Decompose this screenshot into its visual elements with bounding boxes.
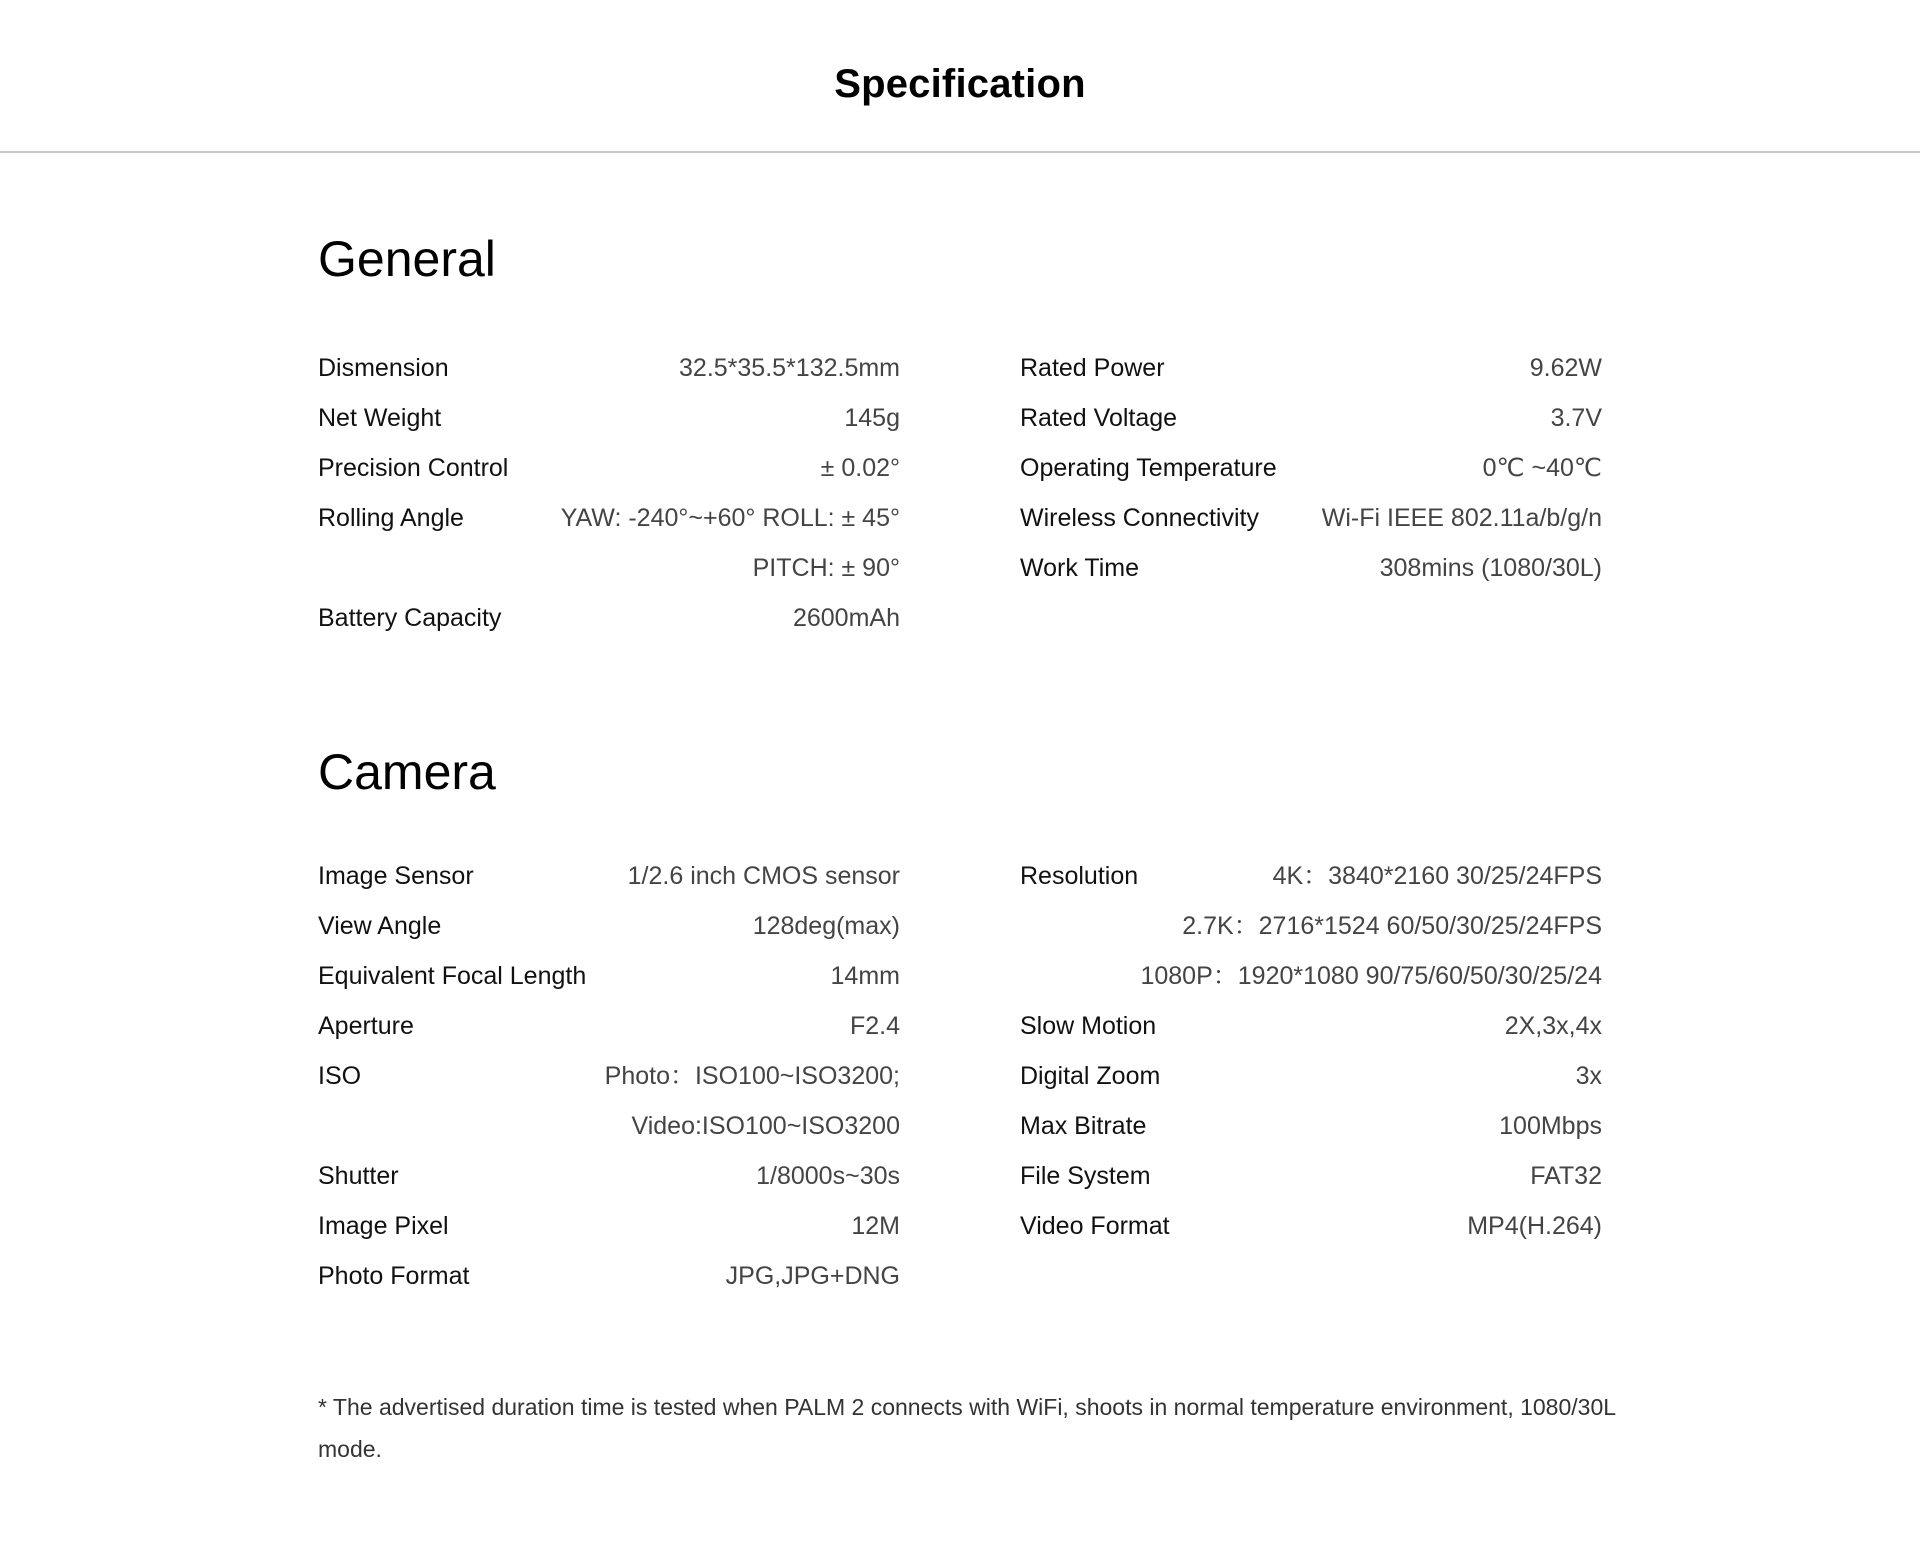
spec-row [318,851,900,901]
spec-value: 12M [851,1212,900,1240]
spec-row [318,1101,900,1151]
spec-row [1020,851,1602,901]
spec-row [318,1051,900,1101]
spec-value: 128deg(max) [752,912,900,940]
spec-row [1020,1151,1602,1201]
general-spec-list-right [1020,343,1602,593]
spec-value: 1/8000s~30s [756,1162,900,1190]
spec-value: YAW: -240°~+60° ROLL: ± 45° [560,504,900,532]
spec-value: 3x [1575,1062,1602,1090]
spec-label: Slow Motion [1020,1012,1157,1040]
spec-value: PITCH: ± 90° [752,554,900,582]
spec-label: Work Time [1020,554,1139,582]
spec-row [1020,1101,1602,1151]
spec-label: View Angle [318,912,442,940]
spec-label: ISO [318,1062,362,1090]
spec-row [318,343,900,393]
spec-value: 32.5*35.5*132.5mm [679,354,900,382]
spec-row [1020,493,1602,543]
spec-label: Rated Power [1020,354,1165,382]
spec-row [1020,901,1602,951]
spec-value: FAT32 [1530,1162,1602,1190]
spec-label: Wireless Connectivity [1020,504,1259,532]
spec-row [318,1251,900,1301]
spec-label: Dismension [318,354,449,382]
spec-label: Photo Format [318,1262,470,1290]
spec-value: 1080P：1920*1080 90/75/60/50/30/25/24 [1140,962,1602,990]
spec-label: Max Bitrate [1020,1112,1147,1140]
spec-row [318,443,900,493]
spec-value: Photo：ISO100~ISO3200; [604,1062,900,1090]
camera-spec-list-right [1020,851,1602,1251]
spec-value: 4K：3840*2160 30/25/24FPS [1272,862,1602,890]
spec-row [318,951,900,1001]
spec-label: Battery Capacity [318,604,502,632]
spec-value: 1/2.6 inch CMOS sensor [627,862,900,890]
page-header [0,0,1920,153]
spec-row [318,393,900,443]
spec-row [318,1201,900,1251]
spec-value: 14mm [830,962,900,990]
spec-row [1020,443,1602,493]
spec-value: 100Mbps [1499,1112,1602,1140]
spec-label: File System [1020,1162,1151,1190]
spec-label: Precision Control [318,454,509,482]
spec-label: Digital Zoom [1020,1062,1161,1090]
camera-spec-list-left [318,851,900,1301]
spec-row [1020,393,1602,443]
spec-value: JPG,JPG+DNG [725,1262,900,1290]
spec-value: 2.7K：2716*1524 60/50/30/25/24FPS [1182,912,1602,940]
spec-value: 9.62W [1529,354,1602,382]
spec-label: Resolution [1020,862,1139,890]
footnote: * The advertised duration time is tested when PALM 2 connects with WiFi, shoots in normal temperature environment, 1080/30L mode. [318,1394,1616,1462]
spec-row [318,593,900,643]
spec-label: Video Format [1020,1212,1170,1240]
spec-label: Aperture [318,1012,414,1040]
spec-label: Operating Temperature [1020,454,1277,482]
spec-row [318,901,900,951]
spec-value: 2600mAh [792,604,900,632]
spec-row [318,1001,900,1051]
spec-value: 145g [844,404,900,432]
page-title: Specification [834,62,1086,106]
spec-value: 308mins (1080/30L) [1379,554,1602,582]
spec-label: Shutter [318,1162,399,1190]
spec-row [1020,1001,1602,1051]
spec-value: F2.4 [849,1012,900,1040]
spec-label: Image Sensor [318,862,474,890]
spec-value: 3.7V [1550,404,1602,432]
spec-label: Net Weight [318,404,442,432]
spec-row [318,543,900,593]
section-title-general: General [318,231,496,287]
spec-value: ± 0.02° [820,454,900,482]
spec-row [318,1151,900,1201]
spec-label: Image Pixel [318,1212,449,1240]
spec-row [1020,951,1602,1001]
spec-row [1020,1201,1602,1251]
spec-label: Equivalent Focal Length [318,962,587,990]
spec-value: Wi-Fi IEEE 802.11a/b/g/n [1321,504,1602,532]
spec-row [1020,543,1602,593]
spec-row [1020,1051,1602,1101]
spec-row [1020,343,1602,393]
spec-label: Rated Voltage [1020,404,1178,432]
spec-value: 0℃ ~40℃ [1482,454,1602,482]
section-title-camera: Camera [318,744,496,800]
spec-value: Video:ISO100~ISO3200 [631,1112,900,1140]
spec-row [318,493,900,543]
spec-value: MP4(H.264) [1467,1212,1602,1240]
general-spec-list-left [318,343,900,643]
spec-label: Rolling Angle [318,504,464,532]
spec-value: 2X,3x,4x [1504,1012,1602,1040]
